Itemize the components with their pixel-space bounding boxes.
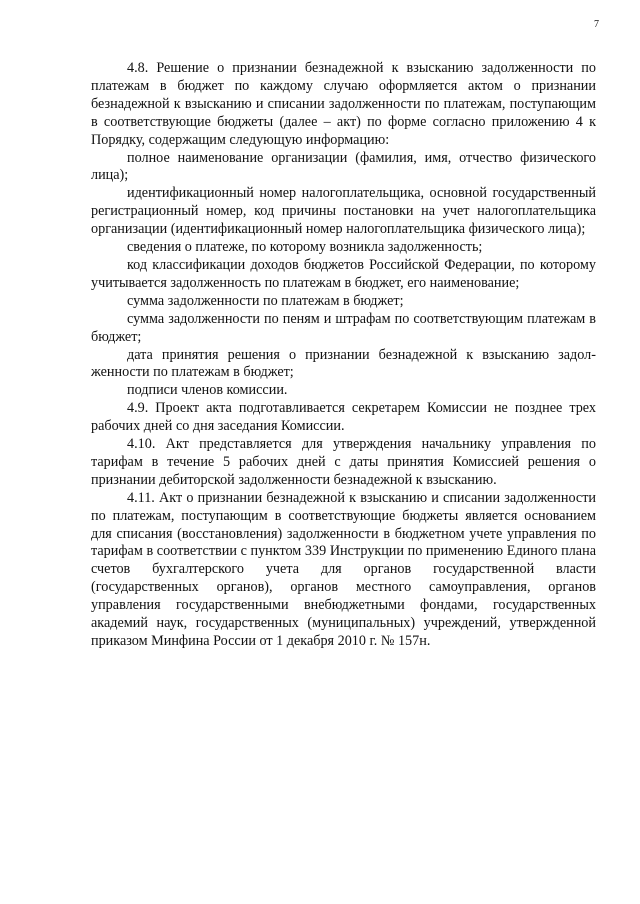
paragraph-4-8: 4.8. Решение о признании безнадежной к взысканию задолженности по платежам в бюджет по каждому случаю оформляется актом о признании безнадежной к взысканию и списании задолженности по платежам, поступающим в соответствующие бюджеты (далее – акт) по форме согласно приложению 4 к Порядку, содержащим следующую информацию: <box>91 60 596 148</box>
list-item-organization-name: полное наименование организации (фамилия, имя, отчество физического лица); <box>91 149 596 184</box>
list-item-payment-info: сведения о платеже, по которому возникла задолженность; <box>127 239 483 256</box>
paragraph-4-11: 4.11. Акт о признании безнадежной к взысканию и списании задолженности по платежам, поступающим в соответствующие бюджеты является основанием для списания (восстановления) задолженности в бюджетном учете управления по тарифам в соответствии с пунктом 339 Инструкции по применению Единого плана счетов бухгалтерского учета для органов государственной власти (государственных органов), органов местного самоуправления, органов управления государственными внебюджетными фондами, государственных академий наук, государственных (муниципальных) учреждений, утвержденной приказом Минфина России от 1 декабря 2010 г. № 157н. <box>91 489 596 649</box>
list-item-penalty-amount: сумма задолженности по пеням и штрафам по соответствующим платежам в бюджет; <box>91 310 596 345</box>
list-item-debt-amount: сумма задолженности по платежам в бюджет; <box>127 292 404 309</box>
list-item-revenue-code: код классификации доходов бюджетов Российской Федерации, по которому учитывается задолженность по платежам в бюджет, его наименование; <box>91 256 596 291</box>
document-body <box>91 60 596 651</box>
list-item-decision-date: дата принятия решения о признании безнадежной к взысканию задолженности по платежам в бюджет; <box>91 346 596 381</box>
page-number: 7 <box>594 19 599 30</box>
list-item-taxpayer-id: идентификационный номер налогоплательщика, основной государственный регистрационный номер, код причины постановки на учет налогоплательщика организации (идентификационный номер налогоплательщика физического лица); <box>91 185 596 238</box>
list-item-signatures: подписи членов комиссии. <box>127 382 288 399</box>
paragraph-4-10: 4.10. Акт представляется для утверждения начальнику управления по тарифам в течение 5 рабочих дней с даты принятия Комиссией решения о признании дебиторской задолженности безнадежной к взысканию. <box>91 436 596 488</box>
paragraph-4-9: 4.9. Проект акта подготавливается секретарем Комиссии не позднее трех рабочих дней со дня заседания Комиссии. <box>91 400 596 435</box>
